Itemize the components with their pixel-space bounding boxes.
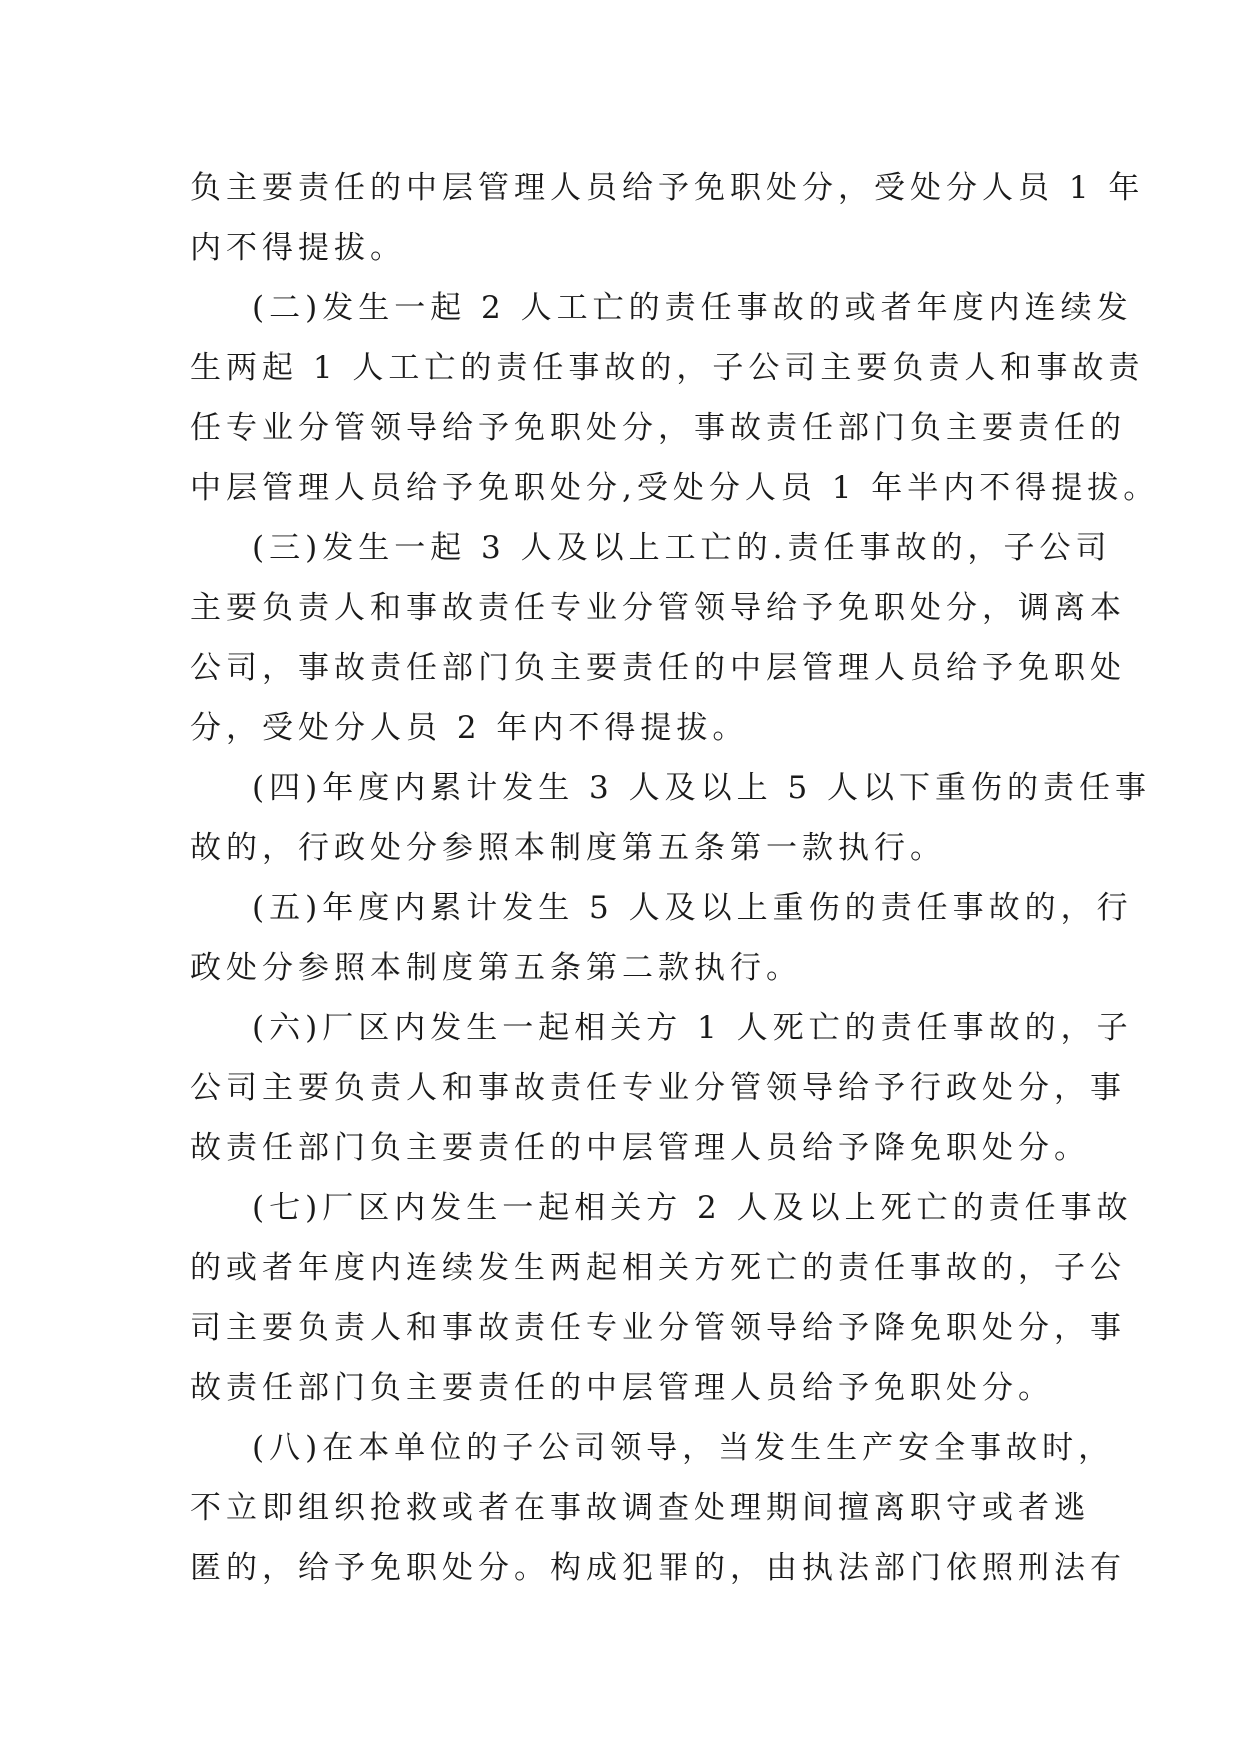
text-line: 不立即组织抢救或者在事故调查处理期间擅离职守或者逃 — [190, 1490, 1090, 1526]
text-line: 故责任部门负主要责任的中层管理人员给予降免职处分。 — [190, 1130, 1090, 1166]
text-line: 内不得提拔。 — [190, 230, 406, 266]
text-line: 负主要责任的中层管理人员给予免职处分，受处分人员 1 年 — [190, 170, 1145, 206]
clause-5-first-line: (五)年度内累计发生 5 人及以上重伤的责任事故的，行 — [252, 890, 1133, 926]
text-line: 公司主要负责人和事故责任专业分管领导给予行政处分，事 — [190, 1070, 1126, 1106]
clause-4-first-line: (四)年度内累计发生 3 人及以上 5 人以下重伤的责任事 — [252, 770, 1152, 806]
text-line: 政处分参照本制度第五条第二款执行。 — [190, 950, 802, 986]
clause-6-first-line: (六)厂区内发生一起相关方 1 人死亡的责任事故的，子 — [252, 1010, 1133, 1046]
clause-2-first-line: (二)发生一起 2 人工亡的责任事故的或者年度内连续发 — [252, 290, 1133, 326]
text-line: 匿的，给予免职处分。构成犯罪的，由执法部门依照刑法有 — [190, 1550, 1126, 1586]
clause-3-first-line: (三)发生一起 3 人及以上工亡的.责任事故的，子公司 — [252, 530, 1112, 566]
document-body — [190, 158, 1160, 1598]
text-line: 的或者年度内连续发生两起相关方死亡的责任事故的，子公 — [190, 1250, 1126, 1286]
text-line: 司主要负责人和事故责任专业分管领导给予降免职处分，事 — [190, 1310, 1126, 1346]
clause-8-first-line: (八)在本单位的子公司领导，当发生生产安全事故时， — [252, 1430, 1115, 1466]
text-line: 主要负责人和事故责任专业分管领导给予免职处分，调离本 — [190, 590, 1126, 626]
text-line: 生两起 1 人工亡的责任事故的，子公司主要负责人和事故责 — [190, 350, 1145, 386]
text-line: 中层管理人员给予免职处分,受处分人员 1 年半内不得提拔。 — [190, 470, 1160, 506]
text-line: 故的，行政处分参照本制度第五条第一款执行。 — [190, 830, 946, 866]
text-line: 分，受处分人员 2 年内不得提拔。 — [190, 710, 749, 746]
clause-7-first-line: (七)厂区内发生一起相关方 2 人及以上死亡的责任事故 — [252, 1190, 1133, 1226]
text-line: 任专业分管领导给予免职处分，事故责任部门负主要责任的 — [190, 410, 1126, 446]
text-line: 公司，事故责任部门负主要责任的中层管理人员给予免职处 — [190, 650, 1126, 686]
text-line: 故责任部门负主要责任的中层管理人员给予免职处分。 — [190, 1370, 1054, 1406]
